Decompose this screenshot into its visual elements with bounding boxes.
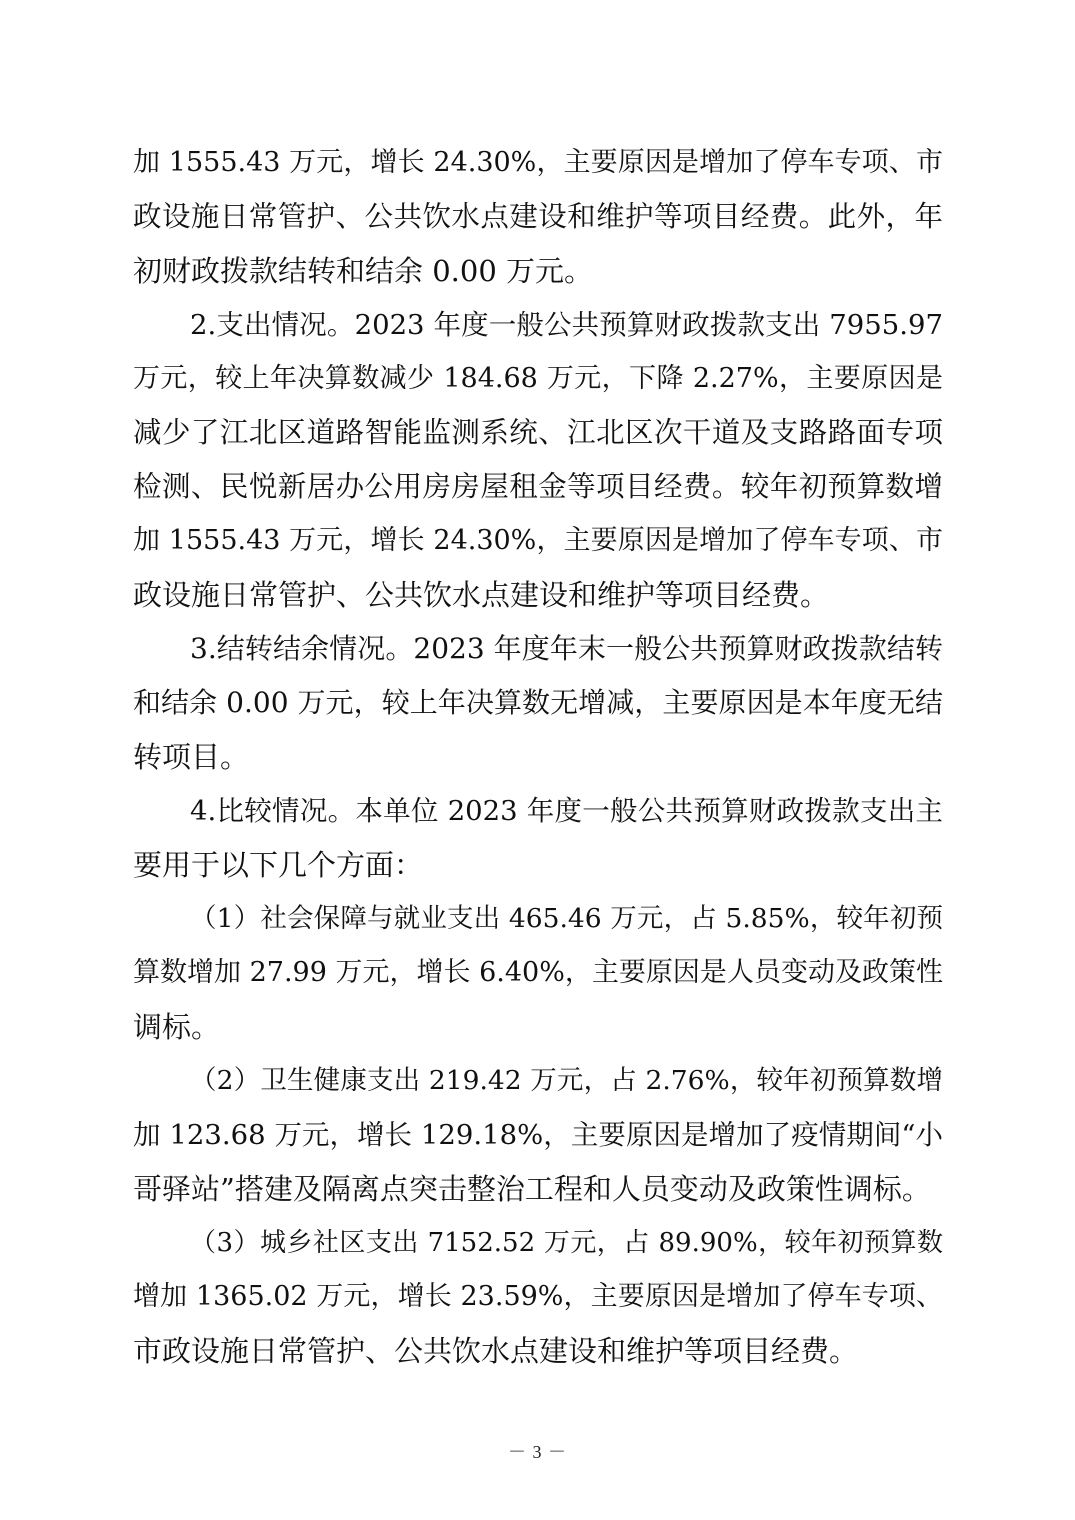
text-line: 政设施日常管护、公共饮水点建设和维护等项目经费。此外，年 (133, 200, 943, 233)
text-line: 初财政拨款结转和结余 0.00 万元。 (133, 254, 594, 288)
text-line: 市政设施日常管护、公共饮水点建设和维护等项目经费。 (133, 1334, 859, 1368)
text-line: 加 1555.43 万元，增长 24.30%，主要原因是增加了停车专项、市 (133, 147, 943, 178)
text-line: 4.比较情况。本单位 2023 年度一般公共预算财政拨款支出主 (190, 795, 943, 827)
page-number: － 3 － (508, 1442, 567, 1462)
text-line: 加 123.68 万元，增长 129.18%，主要原因是增加了疫情期间“小 (133, 1119, 943, 1151)
text-line: 要用于以下几个方面： (133, 848, 424, 882)
text-line: 2.支出情况。2023 年度一般公共预算财政拨款支出 7955.97 (190, 309, 943, 341)
text-line: 政设施日常管护、公共饮水点建设和维护等项目经费。 (133, 578, 830, 612)
text-line: （3）城乡社区支出 7152.52 万元，占 89.90%，较年初预算数 (190, 1228, 943, 1258)
text-line: （1）社会保障与就业支出 465.46 万元，占 5.85%，较年初预 (190, 903, 943, 934)
text-line: （2）卫生健康支出 219.42 万元，占 2.76%，较年初预算数增 (190, 1065, 943, 1096)
text-line: 和结余 0.00 万元，较上年决算数无增减，主要原因是本年度无结 (133, 686, 943, 719)
text-line: 减少了江北区道路智能监测系统、江北区次干道及支路路面专项 (133, 416, 943, 449)
text-line: 转项目。 (133, 740, 250, 774)
text-line: 加 1555.43 万元，增长 24.30%，主要原因是增加了停车专项、市 (133, 525, 943, 556)
text-line: 检测、民悦新居办公用房房屋租金等项目经费。较年初预算数增 (133, 470, 943, 503)
text-line: 3.结转结余情况。2023 年度年末一般公共预算财政拨款结转 (190, 632, 943, 665)
text-line: 增加 1365.02 万元，增长 23.59%，主要原因是增加了停车专项、 (133, 1281, 943, 1312)
text-line: 算数增加 27.99 万元，增长 6.40%，主要原因是人员变动及政策性 (133, 957, 943, 988)
text-line: 万元，较上年决算数减少 184.68 万元，下降 2.27%，主要原因是 (133, 363, 943, 394)
text-line: 调标。 (133, 1010, 221, 1044)
text-line: 哥驿站”搭建及隔离点突击整治工程和人员变动及政策性调标。 (133, 1172, 931, 1206)
